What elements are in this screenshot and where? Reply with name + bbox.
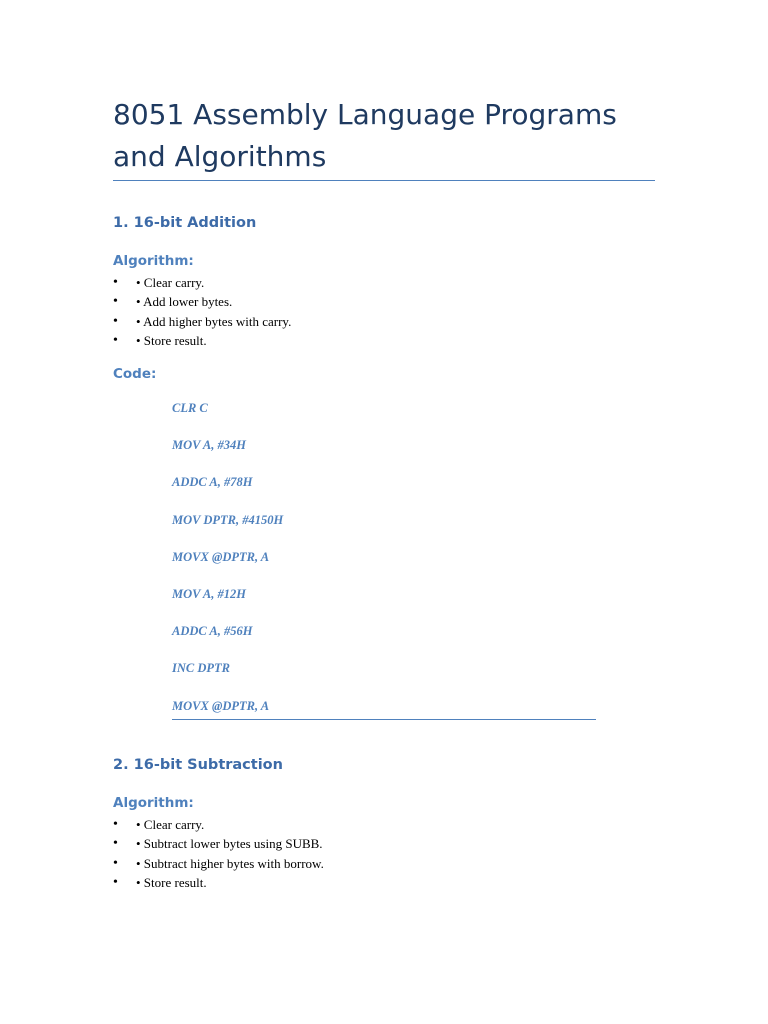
code-line: MOV DPTR, #4150H — [172, 512, 284, 527]
code-line: ADDC A, #56H — [172, 624, 253, 639]
code-block-addition — [172, 398, 596, 733]
code-line: MOV A, #12H — [172, 586, 246, 601]
bullet-icon: • — [113, 294, 118, 310]
code-line: ADDC A, #78H — [172, 475, 253, 490]
section-heading-subtraction: 2. 16-bit Subtraction — [113, 757, 283, 773]
step-text: • Clear carry. — [136, 275, 205, 290]
step-text: • Store result. — [136, 874, 207, 890]
code-line: CLR C — [172, 401, 208, 415]
title-underline — [113, 180, 655, 181]
step-text: • Clear carry. — [136, 817, 205, 832]
algorithm-label-addition: Algorithm: — [113, 253, 194, 269]
code-label-addition: Code: — [113, 366, 157, 382]
step-text: • Subtract higher bytes with borrow. — [136, 855, 324, 871]
bullet-icon: • — [113, 874, 118, 890]
step-text: • Add higher bytes with carry. — [136, 313, 292, 329]
bullet-icon: • — [113, 313, 118, 329]
step-text: • Add lower bytes. — [136, 294, 233, 310]
bullet-icon: • — [113, 836, 118, 852]
algorithm-label-subtraction: Algorithm: — [113, 795, 194, 811]
step-text: • Store result. — [136, 332, 207, 348]
bullet-icon: • — [113, 275, 118, 290]
code-line: MOVX @DPTR, A — [172, 549, 270, 564]
bullet-icon: • — [113, 332, 118, 348]
document-title: 8051 Assembly Language Programs and Algorithms — [113, 98, 617, 173]
code-line: MOVX @DPTR, A — [172, 698, 270, 713]
code-line: INC DPTR — [172, 661, 230, 676]
code-line: MOV A, #34H — [172, 438, 246, 453]
code-block-underline — [172, 719, 596, 720]
bullet-icon: • — [113, 817, 118, 832]
bullet-icon: • — [113, 855, 118, 871]
step-text: • Subtract lower bytes using SUBB. — [136, 836, 323, 852]
section-heading-addition: 1. 16-bit Addition — [113, 215, 257, 231]
